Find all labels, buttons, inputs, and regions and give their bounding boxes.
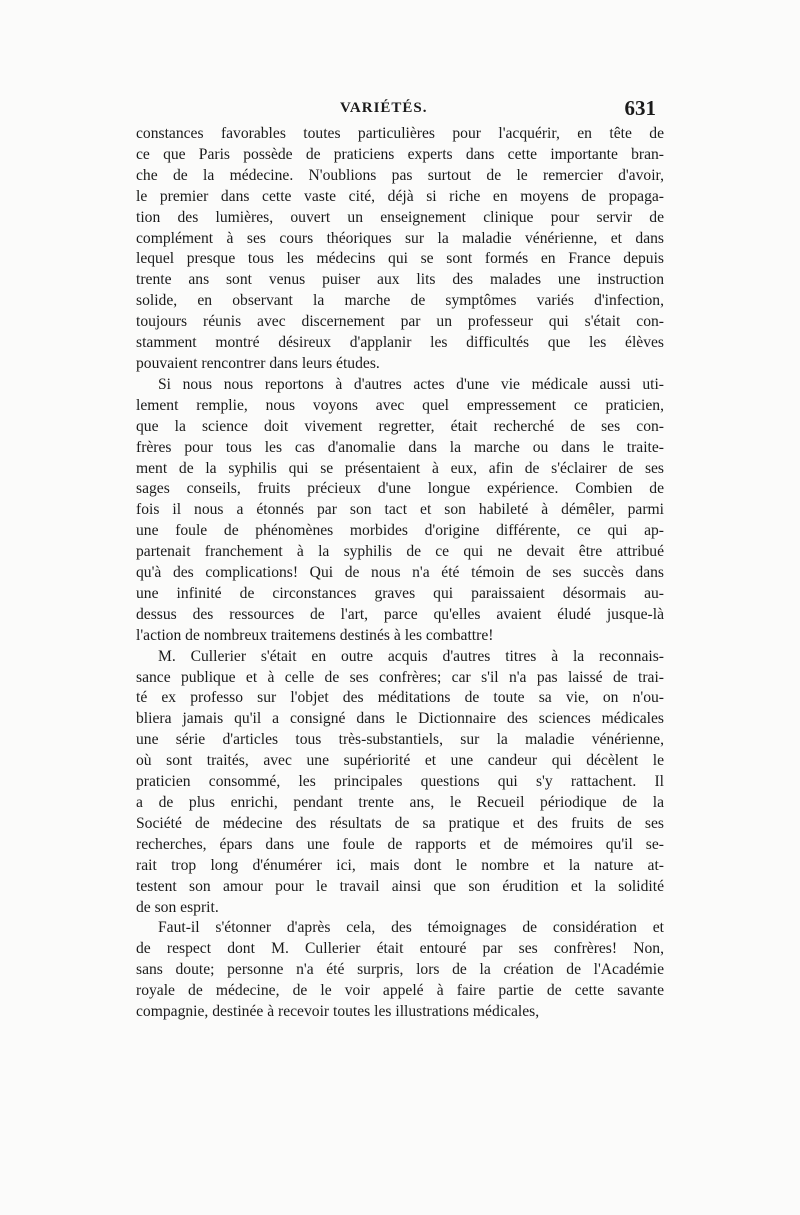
text-line: ment de la syphilis qui se présentaient à eux, afin de s'éclairer de ses — [136, 459, 664, 477]
text-line: ce que Paris possède de praticiens experts dans cette importante bran- — [136, 145, 664, 163]
text-line: une série d'articles tous très-substantiels, sur la maladie vénérienne, — [136, 731, 664, 749]
text-line: le premier dans cette vaste cité, déjà si riche en moyens de propaga- — [136, 187, 664, 205]
text-line: Société de médecine des résultats de sa pratique et des fruits de ses — [136, 814, 664, 832]
text-line: lement remplie, nous voyons avec quel empressement ce praticien, — [136, 396, 664, 414]
paragraph — [136, 647, 664, 919]
text-line: où sont traités, avec une supériorité et une candeur qui décèlent le — [136, 752, 664, 770]
text-line: sages conseils, fruits précieux d'une longue expérience. Combien de — [136, 480, 664, 498]
text-line: l'action de nombreux traitemens destinés à les combattre! — [136, 626, 494, 644]
paragraph — [136, 918, 664, 1023]
text-line: Si nous nous reportons à d'autres actes d'une vie médicale aussi uti- — [158, 375, 664, 393]
text-line: che de la médecine. N'oublions pas surtout de le remercier d'avoir, — [136, 166, 664, 184]
text-line: complément à ses cours théoriques sur la maladie vénérienne, et dans — [136, 229, 664, 247]
text-line: fois il nous a étonnés par son tact et son habileté à démêler, parmi — [136, 501, 664, 519]
page-number: 631 — [624, 96, 656, 120]
text-line: toujours réunis avec discernement par un professeur qui s'était con- — [136, 313, 664, 331]
text-line: recherches, épars dans une foule de rapports et de mémoires qu'il se- — [136, 835, 664, 853]
text-line: bliera jamais qu'il a consigné dans le Dictionnaire des sciences médicales — [136, 710, 664, 728]
text-line: solide, en observant la marche de symptômes variés d'infection, — [136, 292, 664, 310]
text-line: a de plus enrichi, pendant trente ans, le Recueil périodique de la — [136, 794, 664, 811]
text-line: que la science doit vivement regretter, était recherché de ses con- — [136, 417, 664, 435]
text-line: rait trop long d'énumérer ici, mais dont le nombre et la nature at- — [136, 856, 664, 874]
running-head: VARIÉTÉS. — [340, 100, 428, 116]
text-line: testent son amour pour le travail ainsi que son érudition et la solidité — [136, 877, 664, 895]
text-line: pouvaient rencontrer dans leurs études. — [136, 354, 380, 372]
paragraph — [136, 124, 664, 375]
text-line: sance publique et à celle de ses confrères; car s'il n'a pas laissé de trai- — [136, 668, 664, 686]
text-line: stamment montré désireux d'applanir les difficultés que les élèves — [136, 334, 664, 352]
text-line: compagnie, destinée à recevoir toutes les illustrations médicales, — [136, 1003, 540, 1021]
page-header — [136, 96, 656, 126]
text-line: dessus des ressources de l'art, parce qu'elles avaient éludé jusque-là — [136, 605, 664, 623]
body-text — [136, 124, 664, 1023]
text-line: partenait franchement à la syphilis de ce qui ne devait être attribué — [136, 543, 664, 561]
text-line: M. Cullerier s'était en outre acquis d'autres titres à la reconnais- — [158, 647, 664, 665]
paragraph — [136, 375, 664, 647]
text-line: té ex professo sur l'objet des méditations de toute sa vie, on n'ou- — [136, 689, 664, 707]
text-line: royale de médecine, de le voir appelé à faire partie de cette savante — [136, 982, 664, 1000]
text-line: une infinité de circonstances graves qui paraissaient désormais au- — [136, 584, 664, 602]
text-line: qu'à des complications! Qui de nous n'a été témoin de ses succès dans — [136, 564, 664, 582]
text-line: sans doute; personne n'a été surpris, lors de la création de l'Académie — [136, 961, 664, 979]
text-line: praticien consommé, les principales questions qui s'y rattachent. Il — [136, 773, 664, 791]
text-line: de son esprit. — [136, 898, 219, 916]
text-line: de respect dont M. Cullerier était entouré par ses confrères! Non, — [136, 940, 664, 958]
text-line: constances favorables toutes particulières pour l'acquérir, en tête de — [136, 125, 664, 142]
text-line: Faut-il s'étonner d'après cela, des témoignages de considération et — [158, 919, 664, 937]
text-line: tion des lumières, ouvert un enseignement clinique pour servir de — [136, 208, 664, 226]
text-line: une foule de phénomènes morbides d'origine différente, ce qui ap- — [136, 522, 664, 540]
text-line: frères pour tous les cas d'anomalie dans la marche ou dans le traite- — [136, 438, 664, 456]
text-line: trente ans sont venus puiser aux lits des malades une instruction — [136, 271, 664, 289]
text-line: lequel presque tous les médecins qui se sont formés en France depuis — [136, 250, 664, 268]
